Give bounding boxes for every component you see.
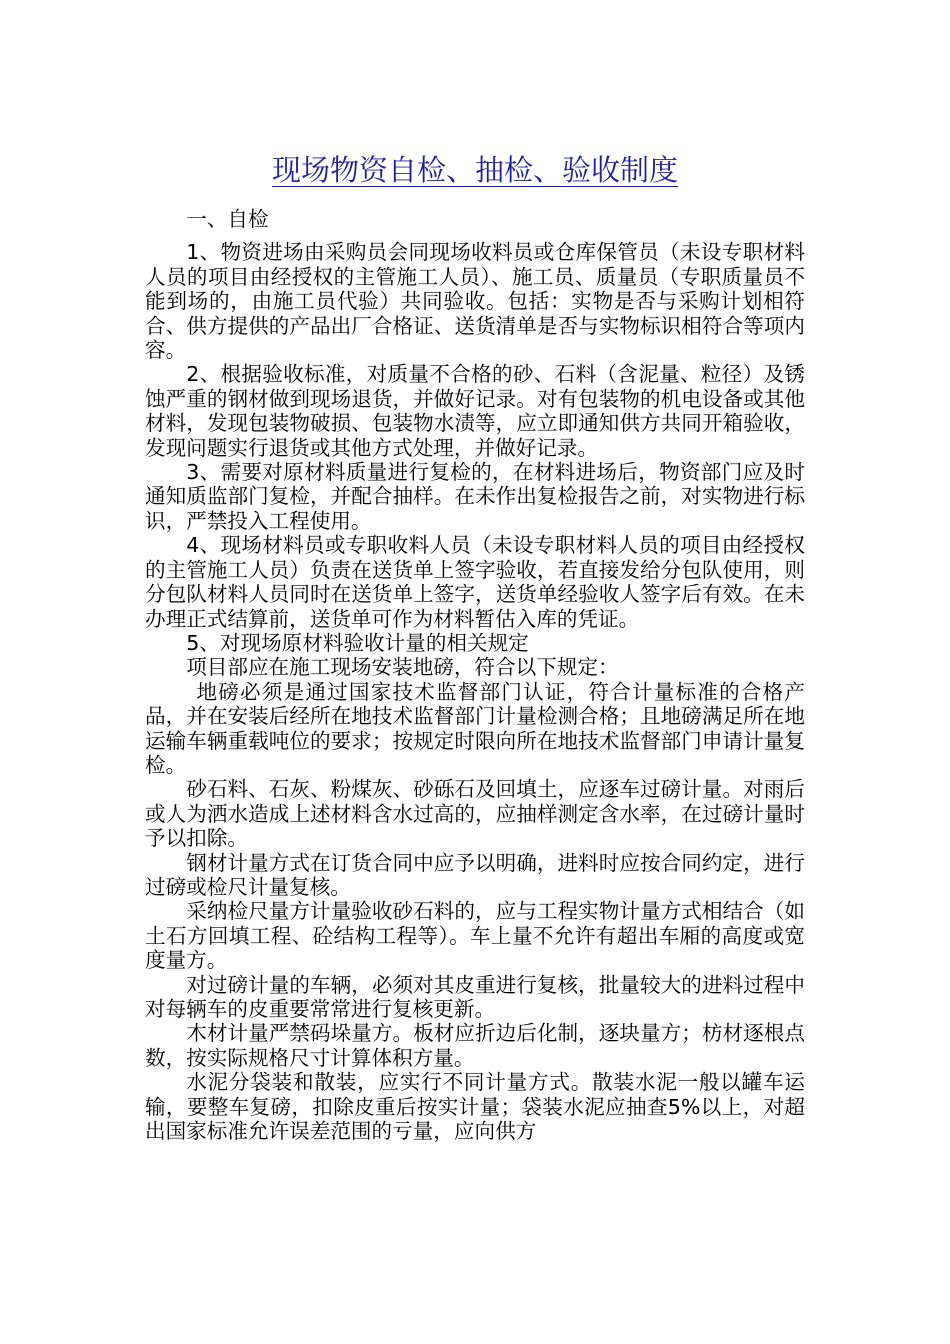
paragraph-12: 木材计量严禁码垛量方。板材应折边后化制，逐块量方；枋材逐根点数，按实际规格尺寸计算体积方量。 [145, 1021, 805, 1070]
paragraph-4: 4、现场材料员或专职收料人员（未设专职材料人员的项目由经授权的主管施工人员）负责在送货单上签字验收，若直接发给分包队使用，则分包队材料人员同时在送货单上签字，送货单经验收人签字后有效。在未办理正式结算前，送货单可作为材料暂估入库的凭证。 [145, 533, 805, 631]
document-title: 现场物资自检、抽检、验收制度 [271, 153, 678, 187]
paragraph-11: 对过磅计量的车辆，必须对其皮重进行复核，批量较大的进料过程中对每辆车的皮重要常常进行复核更新。 [145, 972, 805, 1021]
paragraph-2: 2、根据验收标准，对质量不合格的砂、石料（含泥量、粒径）及锈蚀严重的钢材做到现场退货，并做好记录。对有包装物的机电设备或其他材料，发现包装物破损、包装物水渍等，应立即通知供方共同开箱验收，发现问题实行退货或其他方式处理，并做好记录。 [145, 362, 805, 460]
paragraph-5: 5、对现场原材料验收计量的相关规定 [186, 630, 529, 655]
paragraph-10: 采纳检尺量方计量验收砂石料的，应与工程实物计量方式相结合（如土石方回填工程、砼结构工程等）。车上量不允许有超出车厢的高度或宽度量方。 [145, 899, 805, 973]
paragraph-3: 3、需要对原材料质量进行复检的，在材料进场后，物资部门应及时通知质监部门复检，并配合抽样。在未作出复检报告之前，对实物进行标识，严禁投入工程使用。 [145, 460, 805, 533]
paragraph-13: 水泥分袋装和散装，应实行不同计量方式。散装水泥一般以罐车运输，要整车复磅，扣除皮重后按实计量；袋装水泥应抽查5%以上，对超出国家标准允许误差范围的亏量，应向供方 [145, 1070, 805, 1144]
paragraph-9: 钢材计量方式在订货合同中应予以明确，进料时应按合同约定，进行过磅或检尺计量复核。 [145, 850, 805, 899]
document-body [145, 207, 805, 1143]
paragraph-7: 地磅必须是通过国家技术监督部门认证，符合计量标准的合格产品，并在安装后经所在地技术监督部门计量检测合格；且地磅满足所在地运输车辆重载吨位的要求；按规定时限向所在地技术监督部门申请计量复检。 [145, 679, 805, 777]
paragraph-8: 砂石料、石灰、粉煤灰、砂砾石及回填土，应逐车过磅计量。对雨后或人为洒水造成上述材料含水过高的，应抽样测定含水率，在过磅计量时予以扣除。 [145, 777, 805, 851]
section-heading: 一、自检 [186, 207, 269, 231]
paragraph-6: 项目部应在施工现场安装地磅，符合以下规定： [186, 655, 619, 680]
paragraph-1: 1、物资进场由采购员会同现场收料员或仓库保管员（未设专职材料人员的项目由经授权的主管施工人员）、施工员、质量员（专职质量员不能到场的，由施工员代验）共同验收。包括：实物是否与采购计划相符合、供方提供的产品出厂合格证、送货清单是否与实物标识相符合等项内容。 [145, 240, 805, 363]
